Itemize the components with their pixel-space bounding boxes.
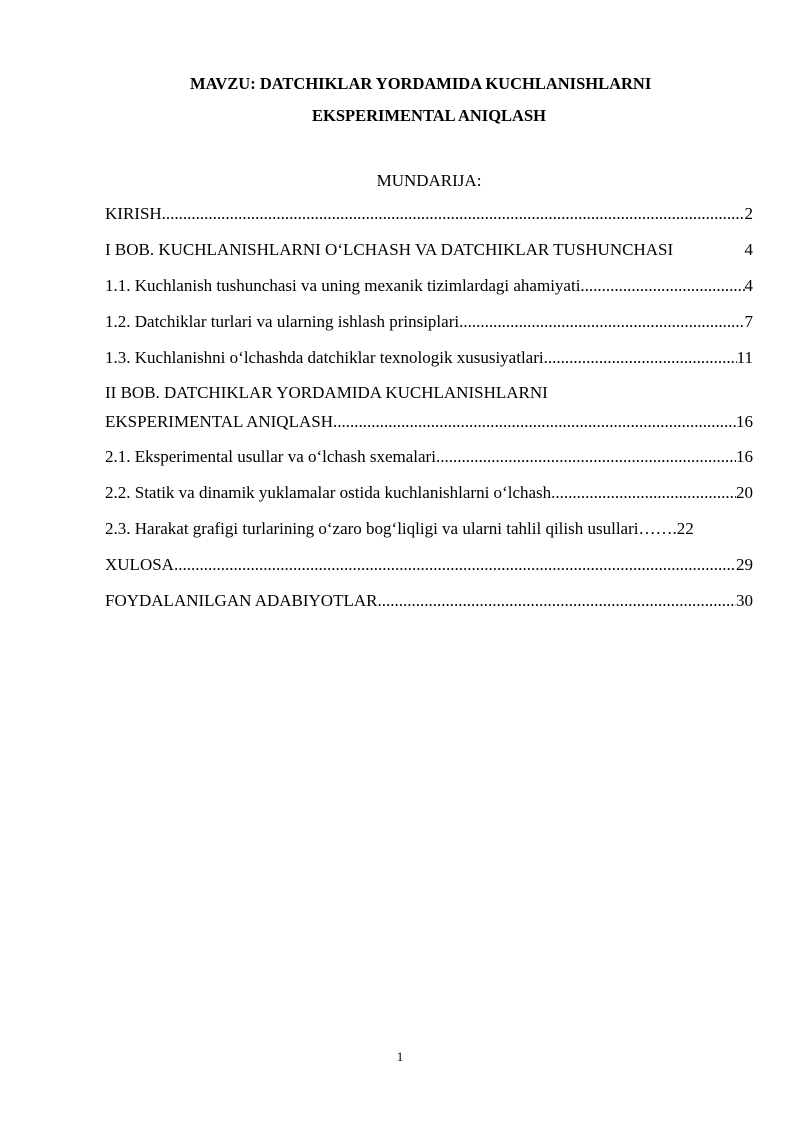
toc-dot-leader: [174, 547, 736, 583]
toc-entry-page: 22: [676, 519, 694, 538]
toc-entry-1-1[interactable]: [105, 268, 753, 304]
toc-entry-page: 4: [744, 276, 753, 295]
toc-entry-label: 2.3. Harakat grafigi turlarining o‘zaro bog‘liqligi va ularni tahlil qilish usullari: [105, 519, 639, 538]
toc-dot-leader: [162, 196, 745, 232]
toc-entry-label: KIRISH: [105, 204, 162, 223]
toc-entry-page: 16: [736, 412, 753, 431]
toc-ellipsis-leader: …….: [638, 519, 677, 538]
toc-dot-leader: [459, 304, 744, 340]
toc-heading: MUNDARIJA:: [376, 171, 482, 190]
toc-entry-label: FOYDALANILGAN ADABIYOTLAR: [105, 591, 378, 610]
toc-entry-page: 4: [744, 240, 753, 259]
toc-entry-page: 11: [736, 348, 753, 367]
document-title-line-2: EKSPERIMENTAL ANIQLASH: [312, 106, 546, 125]
toc-dot-leader: [436, 439, 736, 475]
toc-entry-kirish[interactable]: [105, 196, 753, 232]
toc-entry-2-3[interactable]: [105, 511, 753, 547]
toc-entry-page: 16: [736, 447, 753, 466]
toc-dot-leader: [580, 268, 744, 304]
toc-entry-label: 1.1. Kuchlanish tushunchasi va uning mexanik tizimlardagi ahamiyati: [105, 276, 581, 295]
toc-entry-label: 2.2. Statik va dinamik yuklamalar ostida kuchlanishlarni o‘lchash: [105, 483, 552, 502]
toc-entry-1-3[interactable]: [105, 340, 753, 376]
toc-entry-label: I BOB. KUCHLANISHLARNI O‘LCHASH VA DATCHIKLAR TUSHUNCHASI: [105, 240, 674, 259]
toc-entry-page: 2: [744, 204, 753, 223]
toc-dot-leader: [551, 475, 736, 511]
toc-dot-leader: [377, 583, 736, 619]
table-of-contents: [105, 196, 753, 619]
toc-dot-leader: [333, 407, 736, 436]
toc-dot-leader: [544, 340, 737, 376]
toc-entry-label-line-1: II BOB. DATCHIKLAR YORDAMIDA KUCHLANISHLARNI: [105, 383, 548, 402]
toc-entry-label: 2.1. Eksperimental usullar va o‘lchash sxemalari: [105, 447, 436, 466]
toc-entry-page: 7: [744, 312, 753, 331]
toc-entry-chapter-1[interactable]: [105, 232, 753, 268]
toc-entry-label: EKSPERIMENTAL ANIQLASH: [105, 412, 333, 431]
toc-entry-label: 1.2. Datchiklar turlari va ularning ishlash prinsiplari: [105, 312, 460, 331]
toc-entry-label: XULOSA: [105, 555, 174, 574]
toc-entry-label: 1.3. Kuchlanishni o‘lchashda datchiklar texnologik xususiyatlari: [105, 348, 544, 367]
toc-entry-page: 20: [736, 483, 753, 502]
toc-entry-2-2[interactable]: [105, 475, 753, 511]
toc-entry-chapter-2[interactable]: [105, 378, 753, 439]
document-title-line-1: MAVZU: DATCHIKLAR YORDAMIDA KUCHLANISHLARNI: [190, 74, 652, 93]
toc-entry-1-2[interactable]: [105, 304, 753, 340]
toc-entry-references[interactable]: [105, 583, 753, 619]
toc-entry-xulosa[interactable]: [105, 547, 753, 583]
toc-entry-page: 29: [736, 555, 753, 574]
page-number: 1: [396, 1049, 404, 1064]
toc-entry-2-1[interactable]: [105, 439, 753, 475]
toc-entry-page: 30: [736, 591, 753, 610]
